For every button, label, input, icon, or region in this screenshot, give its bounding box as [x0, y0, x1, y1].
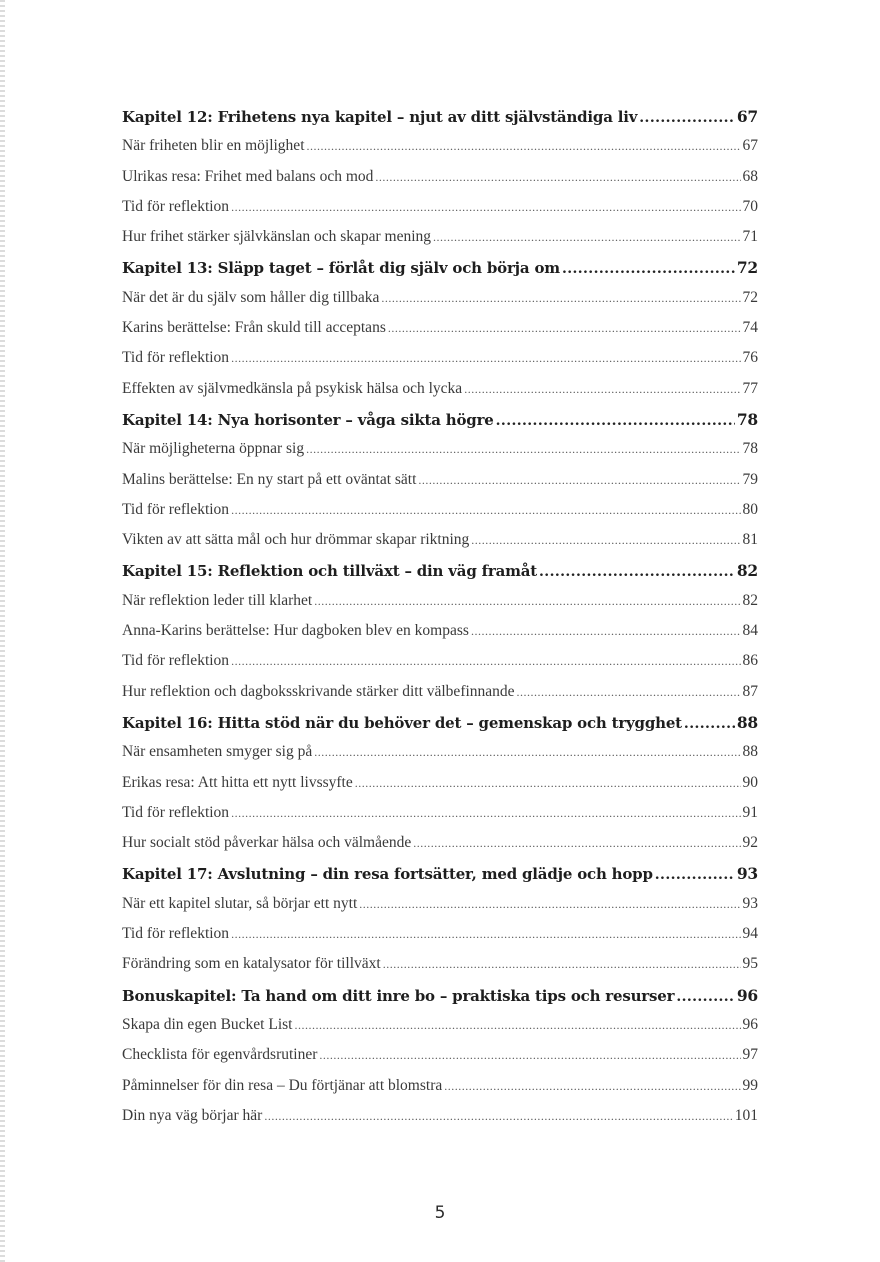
toc-dot-leader	[413, 836, 740, 851]
toc-dot-leader	[471, 624, 741, 639]
toc-dot-leader	[655, 867, 735, 883]
toc-entry-page: 78	[736, 409, 758, 429]
toc-entry-title: När friheten blir en möjlighet	[122, 137, 305, 155]
toc-section-entry	[122, 955, 758, 985]
toc-section-entry	[122, 471, 758, 501]
toc-dot-leader	[314, 594, 740, 609]
toc-entry-title: Tid för reflektion	[122, 925, 230, 943]
toc-section-entry	[122, 683, 758, 713]
toc-entry-page: 88	[736, 712, 758, 732]
toc-dot-leader	[684, 716, 735, 732]
page-number: 5	[434, 1203, 446, 1223]
toc-section-entry	[122, 289, 758, 319]
toc-entry-title: Kapitel 13: Släpp taget – förlåt dig själv och börja om	[122, 259, 560, 278]
toc-entry-page: 94	[742, 925, 758, 943]
toc-dot-leader	[539, 564, 735, 580]
toc-dot-leader	[383, 957, 741, 972]
toc-entry-page: 101	[734, 1106, 758, 1124]
toc-dot-leader	[355, 776, 741, 791]
toc-entry-page: 80	[742, 500, 758, 518]
toc-dot-leader	[314, 745, 740, 760]
toc-entry-page: 82	[736, 561, 758, 581]
toc-dot-leader	[444, 1079, 740, 1094]
toc-entry-page: 91	[742, 803, 758, 821]
toc-section-entry	[122, 743, 758, 773]
toc-dot-leader	[464, 382, 740, 397]
toc-entry-title: Ulrikas resa: Frihet med balans och mod	[122, 167, 374, 185]
toc-dot-leader	[307, 139, 741, 154]
toc-entry-title: Bonuskapitel: Ta hand om ditt inre bo – praktiska tips och resurser	[122, 986, 675, 1005]
toc-dot-leader	[381, 291, 740, 306]
toc-entry-page: 88	[742, 743, 758, 761]
toc-entry-page: 93	[736, 864, 758, 884]
toc-entry-title: Tid för reflektion	[122, 803, 230, 821]
toc-section-entry	[122, 834, 758, 864]
toc-dot-leader	[319, 1048, 740, 1063]
toc-section-entry	[122, 137, 758, 167]
toc-entry-title: När reflektion leder till klarhet	[122, 591, 313, 609]
toc-section-entry	[122, 380, 758, 410]
toc-entry-title: Kapitel 15: Reflektion och tillväxt – din väg framåt	[122, 562, 538, 581]
toc-section-entry	[122, 168, 758, 198]
toc-section-entry	[122, 319, 758, 349]
toc-entry-page: 74	[742, 319, 758, 337]
toc-entry-page: 84	[742, 622, 758, 640]
toc-entry-title: Påminnelser för din resa – Du förtjänar att blomstra	[122, 1076, 443, 1094]
toc-entry-page: 99	[742, 1076, 758, 1094]
toc-dot-leader	[388, 321, 741, 336]
toc-entry-title: Din nya väg börjar här	[122, 1106, 263, 1124]
toc-section-entry	[122, 349, 758, 379]
toc-entry-page: 70	[742, 197, 758, 215]
toc-section-entry	[122, 925, 758, 955]
toc-entry-page: 97	[742, 1046, 758, 1064]
toc-entry-page: 71	[742, 228, 758, 246]
toc-section-entry	[122, 1077, 758, 1107]
toc-entry-page: 76	[742, 349, 758, 367]
toc-section-entry	[122, 440, 758, 470]
toc-entry-title: Skapa din egen Bucket List	[122, 1015, 293, 1033]
toc-dot-leader	[231, 200, 740, 215]
toc-entry-title: Kapitel 12: Frihetens nya kapitel – njut av ditt självständiga liv	[122, 108, 638, 126]
toc-chapter-entry	[122, 258, 758, 288]
toc-chapter-entry	[122, 410, 758, 440]
toc-entry-page: 72	[736, 258, 758, 278]
toc-entry-page: 72	[742, 288, 758, 306]
toc-dot-leader	[517, 685, 741, 700]
toc-entry-page: 95	[742, 955, 758, 973]
toc-entry-title: Kapitel 14: Nya horisonter – våga sikta högre	[122, 410, 494, 429]
toc-section-entry	[122, 531, 758, 561]
toc-section-entry	[122, 501, 758, 531]
toc-dot-leader	[676, 989, 735, 1005]
toc-entry-title: Kapitel 17: Avslutning – din resa fortsätter, med glädje och hopp	[122, 865, 653, 884]
toc-entry-title: Anna-Karins berättelse: Hur dagboken blev en kompass	[122, 622, 469, 640]
toc-entry-page: 78	[742, 440, 758, 458]
toc-entry-title: Erikas resa: Att hitta ett nytt livssyfte	[122, 773, 353, 791]
toc-dot-leader	[418, 473, 740, 488]
toc-entry-page: 82	[742, 591, 758, 609]
toc-entry-page: 86	[742, 652, 758, 670]
toc-section-entry	[122, 1016, 758, 1046]
toc-entry-title: Hur reflektion och dagboksskrivande stärker ditt välbefinnande	[122, 682, 515, 700]
toc-dot-leader	[433, 230, 740, 245]
toc-dot-leader	[306, 442, 740, 457]
toc-entry-page: 87	[742, 682, 758, 700]
toc-section-entry	[122, 652, 758, 682]
toc-entry-title: Tid för reflektion	[122, 197, 230, 215]
toc-entry-page: 96	[736, 985, 758, 1005]
toc-entry-page: 92	[742, 834, 758, 852]
toc-entry-title: När ensamheten smyger sig på	[122, 743, 313, 761]
toc-dot-leader	[471, 533, 740, 548]
toc-dot-leader	[231, 927, 740, 942]
toc-entry-title: Checklista för egenvårdsrutiner	[122, 1046, 318, 1064]
toc-dot-leader	[294, 1018, 740, 1033]
toc-entry-page: 79	[742, 470, 758, 488]
toc-dot-leader	[496, 413, 735, 429]
toc-section-entry	[122, 804, 758, 834]
table-of-contents	[122, 107, 758, 1137]
toc-entry-title: När möjligheterna öppnar sig	[122, 440, 305, 458]
toc-entry-title: Tid för reflektion	[122, 349, 230, 367]
toc-entry-page: 81	[742, 531, 758, 549]
toc-dot-leader	[264, 1109, 732, 1124]
toc-dot-leader	[562, 261, 735, 277]
toc-dot-leader	[231, 503, 740, 518]
toc-chapter-entry	[122, 986, 758, 1016]
toc-entry-title: När ett kapitel slutar, så börjar ett nytt	[122, 894, 358, 912]
toc-entry-title: Malins berättelse: En ny start på ett oväntat sätt	[122, 470, 417, 488]
toc-entry-title: Kapitel 16: Hitta stöd när du behöver det – gemenskap och trygghet	[122, 713, 682, 732]
toc-section-entry	[122, 1107, 758, 1137]
toc-entry-title: Karins berättelse: Från skuld till acceptans	[122, 319, 386, 337]
toc-entry-title: Tid för reflektion	[122, 652, 230, 670]
toc-dot-leader	[231, 351, 740, 366]
toc-entry-title: Tid för reflektion	[122, 500, 230, 518]
toc-chapter-entry	[122, 713, 758, 743]
toc-section-entry	[122, 592, 758, 622]
toc-entry-title: Vikten av att sätta mål och hur drömmar skapar riktning	[122, 531, 470, 549]
toc-section-entry	[122, 774, 758, 804]
toc-entry-page: 90	[742, 773, 758, 791]
toc-section-entry	[122, 228, 758, 258]
toc-dot-leader	[375, 170, 740, 185]
toc-dot-leader	[231, 806, 740, 821]
toc-section-entry	[122, 622, 758, 652]
toc-entry-page: 96	[742, 1015, 758, 1033]
page-edge-dotted-border	[0, 0, 5, 1262]
toc-chapter-entry	[122, 107, 758, 137]
toc-entry-page: 68	[742, 167, 758, 185]
toc-entry-page: 77	[742, 379, 758, 397]
toc-entry-page: 67	[736, 107, 758, 126]
toc-section-entry	[122, 198, 758, 228]
toc-dot-leader	[359, 897, 740, 912]
toc-section-entry	[122, 895, 758, 925]
toc-entry-title: Effekten av självmedkänsla på psykisk hälsa och lycka	[122, 379, 463, 397]
toc-entry-title: När det är du själv som håller dig tillbaka	[122, 288, 380, 306]
toc-entry-title: Hur frihet stärker självkänslan och skapar mening	[122, 228, 432, 246]
toc-dot-leader	[639, 110, 735, 126]
toc-entry-title: Hur socialt stöd påverkar hälsa och välmående	[122, 834, 412, 852]
toc-chapter-entry	[122, 561, 758, 591]
toc-entry-page: 67	[742, 137, 758, 155]
toc-section-entry	[122, 1046, 758, 1076]
toc-dot-leader	[231, 654, 740, 669]
toc-chapter-entry	[122, 864, 758, 894]
toc-entry-title: Förändring som en katalysator för tillväxt	[122, 955, 381, 973]
toc-entry-page: 93	[742, 894, 758, 912]
